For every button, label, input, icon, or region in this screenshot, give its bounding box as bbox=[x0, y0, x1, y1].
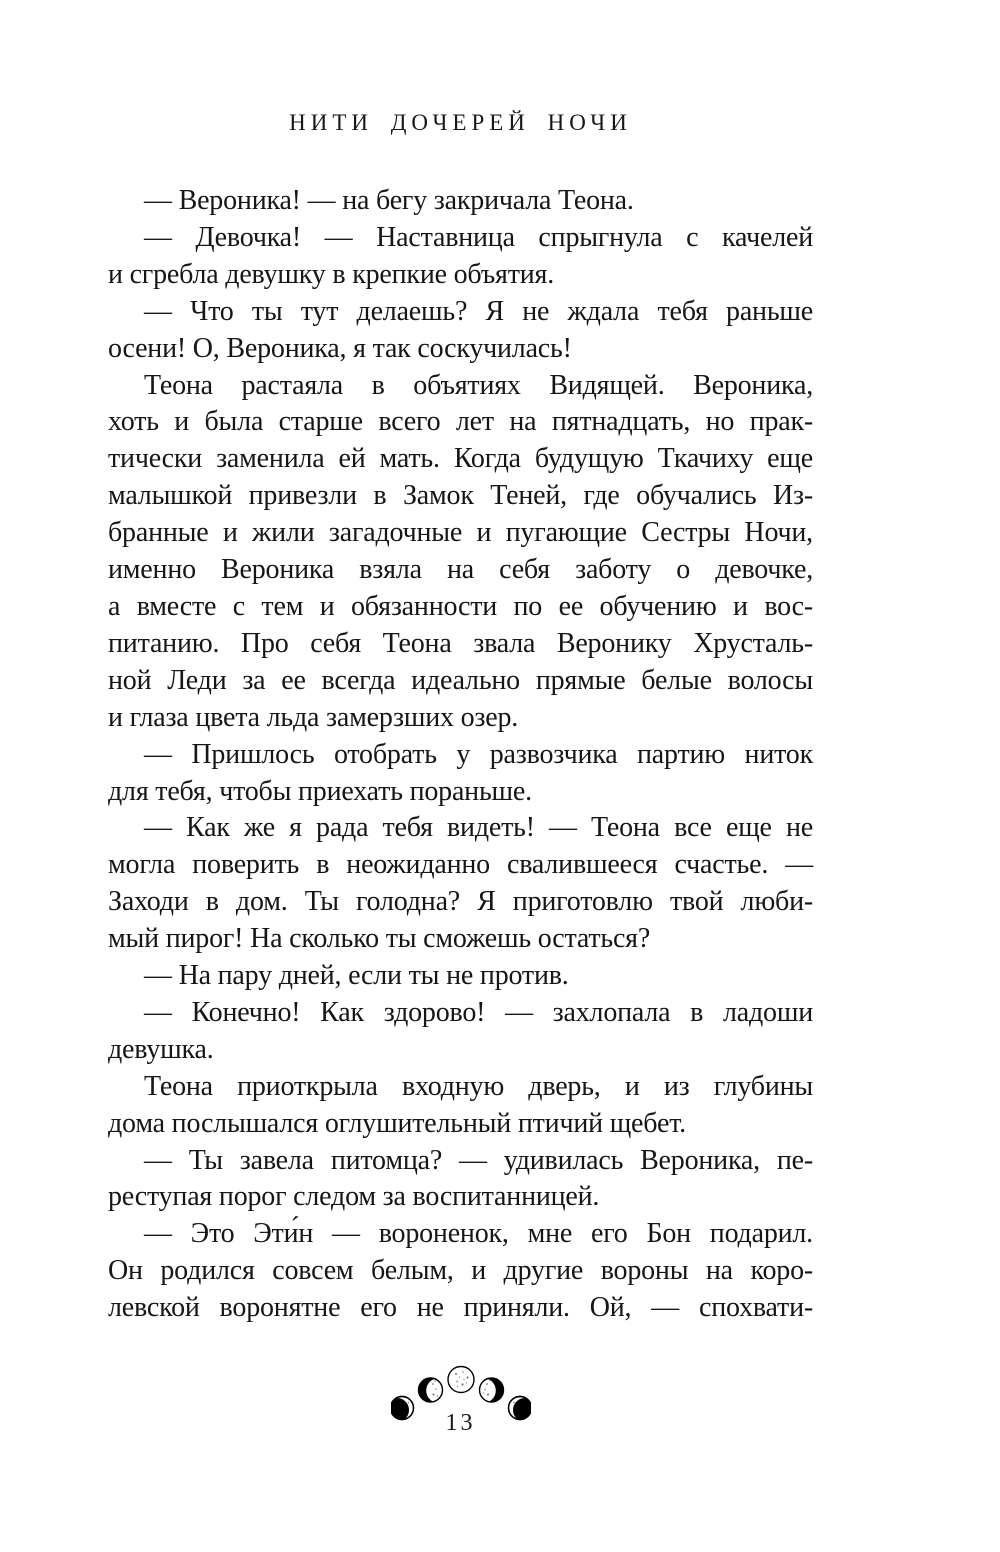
text-line: реступая порог следом за воспитанницей. bbox=[108, 1181, 600, 1213]
text-line: бранные и жили загадочные и пугающие Сестры Ночи, bbox=[108, 517, 813, 549]
text-line: — Как же я рада тебя видеть! — Теона все еще не bbox=[144, 812, 813, 844]
text-line: Он родился совсем белым, и другие вороны на коро- bbox=[108, 1255, 813, 1287]
full-moon-icon bbox=[448, 1367, 474, 1393]
text-line: хоть и была старше всего лет на пятнадцать, но прак- bbox=[108, 406, 813, 438]
text-line: малышкой привезли в Замок Теней, где обучались Из- bbox=[108, 480, 813, 512]
text-line: и сгребла девушку в крепкие объятия. bbox=[108, 258, 555, 290]
text-line: — Ты завела питомца? — удивилась Вероника, пе- bbox=[144, 1144, 813, 1176]
text-line: левской воронятне его не приняли. Ой, — спохвати- bbox=[108, 1292, 813, 1324]
text-line: — Пришлось отобрать у развозчика партию ниток bbox=[144, 738, 813, 770]
text-line: девушка. bbox=[108, 1033, 214, 1065]
running-header: НИТИ ДОЧЕРЕЙ НОЧИ bbox=[289, 110, 632, 135]
text-line: и глаза цвета льда замерзших озер. bbox=[108, 701, 519, 733]
page-number: 13 bbox=[445, 1410, 476, 1436]
text-line: ной Леди за ее всегда идеально прямые белые волосы bbox=[108, 664, 813, 696]
text-line: мый пирог! На сколько ты сможешь остаться? bbox=[108, 923, 651, 955]
text-line: Заходи в дом. Ты голодна? Я приготовлю твой люби- bbox=[108, 886, 813, 918]
text-line: именно Вероника взяла на себя заботу о девочке, bbox=[108, 554, 813, 586]
text-line: для тебя, чтобы приехать пораньше. bbox=[108, 775, 532, 807]
text-line: а вместе с тем и обязанности по ее обучению и вос- bbox=[108, 590, 813, 622]
body-text bbox=[108, 183, 813, 1327]
text-line: — Что ты тут делаешь? Я не ждала тебя раньше bbox=[144, 295, 813, 327]
text-line: — Вероника! — на бегу закричала Теона. bbox=[144, 185, 634, 216]
text-line: Теона растаяла в объятиях Видящей. Вероника, bbox=[144, 369, 813, 401]
text-line: — На пару дней, если ты не против. bbox=[144, 960, 569, 992]
text-line: — Конечно! Как здорово! — захлопала в ладоши bbox=[144, 996, 813, 1028]
text-line: могла поверить в неожиданно свалившееся счастье. — bbox=[108, 849, 813, 881]
waning-gibbous-moon-icon bbox=[471, 1378, 503, 1403]
text-line: питанию. Про себя Теона звала Веронику Хрусталь- bbox=[108, 627, 813, 659]
text-line: Теона приоткрыла входную дверь, и из глубины bbox=[144, 1070, 813, 1102]
text-line: — Девочка! — Наставница спрыгнула с качелей bbox=[144, 221, 813, 253]
text-line: — Это Эти́н — вороненок, мне его Бон подарил. bbox=[144, 1218, 813, 1250]
text-line: тически заменила ей мать. Когда будущую Ткачиху еще bbox=[108, 443, 813, 475]
text-line: дома послышался оглушительный птичий щебет. bbox=[108, 1107, 686, 1139]
text-line: осени! О, Вероника, я так соскучилась! bbox=[108, 332, 572, 364]
waxing-gibbous-moon-icon bbox=[418, 1378, 450, 1403]
